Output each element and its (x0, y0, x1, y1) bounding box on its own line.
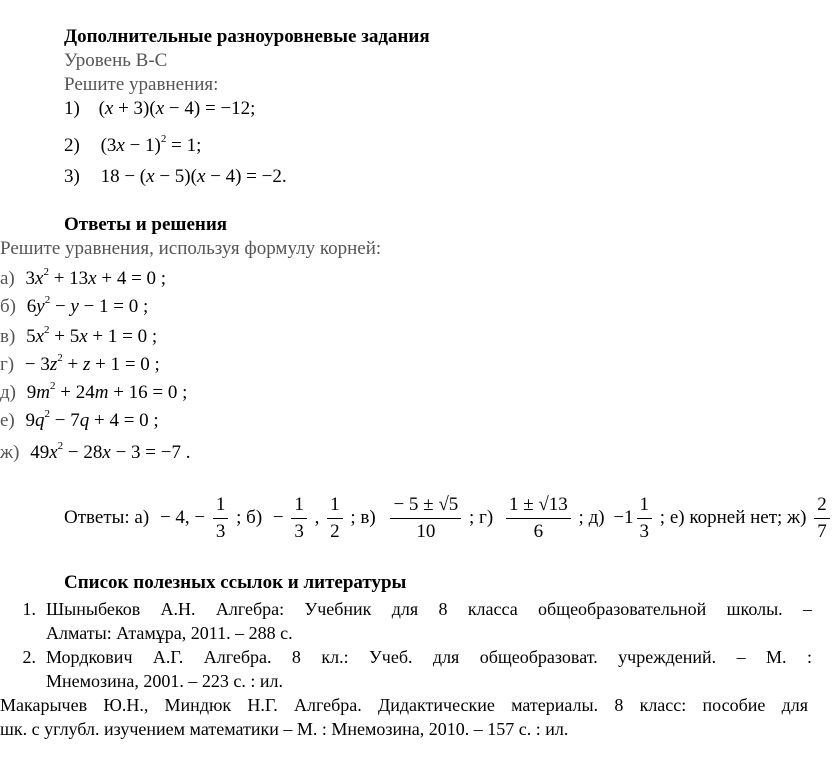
level-label: Уровень В-С (64, 50, 168, 71)
equation-num: 1) (64, 98, 80, 119)
equation-text: 18 − (x − 5)(x − 4) = −2. (100, 166, 287, 187)
fraction: $\frac{2}{7}$ (814, 492, 830, 545)
task-b: б) $6y^2 - y - 1 = 0$ ; (0, 294, 149, 317)
fraction: $\frac{1 \pm √13}{6}$ (506, 492, 571, 545)
equation-num: 3) (64, 166, 80, 187)
fraction: $\frac{1}{3}$ (291, 492, 307, 545)
fraction: $\frac{1}{2}$ (327, 492, 343, 545)
section1-title: Дополнительные разноуровневые задания (64, 26, 430, 47)
section2-title: Ответы и решения (64, 214, 228, 235)
equation-row-1 (64, 98, 255, 120)
task-g: $г) - 3z^2 + z + 1 = 0$ ; (0, 352, 160, 375)
equation-num: 2) (64, 135, 80, 156)
task-a: а) $3x^2 + 13x + 4 = 0$ ; (0, 266, 167, 289)
task-d: д) $9m^2 + 24m + 16 = 0$ ; (0, 380, 188, 403)
instruction-1: Решите уравнения: (64, 74, 219, 95)
fraction: $\frac{- 5 \pm √5}{10}$ (390, 492, 461, 545)
equation-text: (x + 3)(x − 4) = −12; (98, 98, 256, 119)
instruction-2: Решите уравнения, используя формулу корней: (0, 238, 382, 259)
reference-3: Макарычев Ю.Н., Миндюк Н.Г. Алгебра. Дидактические материалы. 8 класс: пособие для шк. с углубл. изучением математики – М. : Мнемозина, 2010. – 157 с. : ил. (0, 695, 808, 739)
reference-1: 1. Шыныбеков А.Н. Алгебра: Учебник для 8 класса общеобразовательной школы. – Алматы: Атамұра, 2011. – 288 с. (22, 599, 812, 643)
fraction: $\frac{1}{3}$ (213, 492, 229, 545)
answers-line: Ответы: а) − 4, − $\frac{1}{3}$ ; б) − $\frac{1}{3}$ , $\frac{1}{2}$ ; в) $\frac{- 5 \pm √5}{10}$ ; г) $\frac{1 \pm √13}{6}$ ; д) −1 $\frac{1}{3}$ ; е) корней нет; ж) $\frac{2}{7}$ (64, 492, 833, 545)
task-v: в) $5x^2 + 5x + 1 = 0$ ; (0, 324, 158, 347)
fraction: $\frac{1}{3}$ (637, 492, 653, 545)
equation-row-3 (64, 166, 287, 188)
equation-row-2 (64, 133, 201, 157)
task-e: е) $9q^2 - 7q + 4 = 0$ ; (0, 408, 159, 431)
equation-text: $(3x - 1)^2 = 1$; (100, 133, 202, 156)
task-zh: ж) $49x^2 - 28x - 3 = -7$ . (0, 440, 191, 463)
reference-2: 2. Мордкович А.Г. Алгебра. 8 кл.: Учеб. для общеобразоват. учреждений. – М. : Мнемозина, 2001. – 223 с. : ил. (22, 647, 812, 691)
section3-title: Список полезных ссылок и литературы (64, 572, 407, 593)
